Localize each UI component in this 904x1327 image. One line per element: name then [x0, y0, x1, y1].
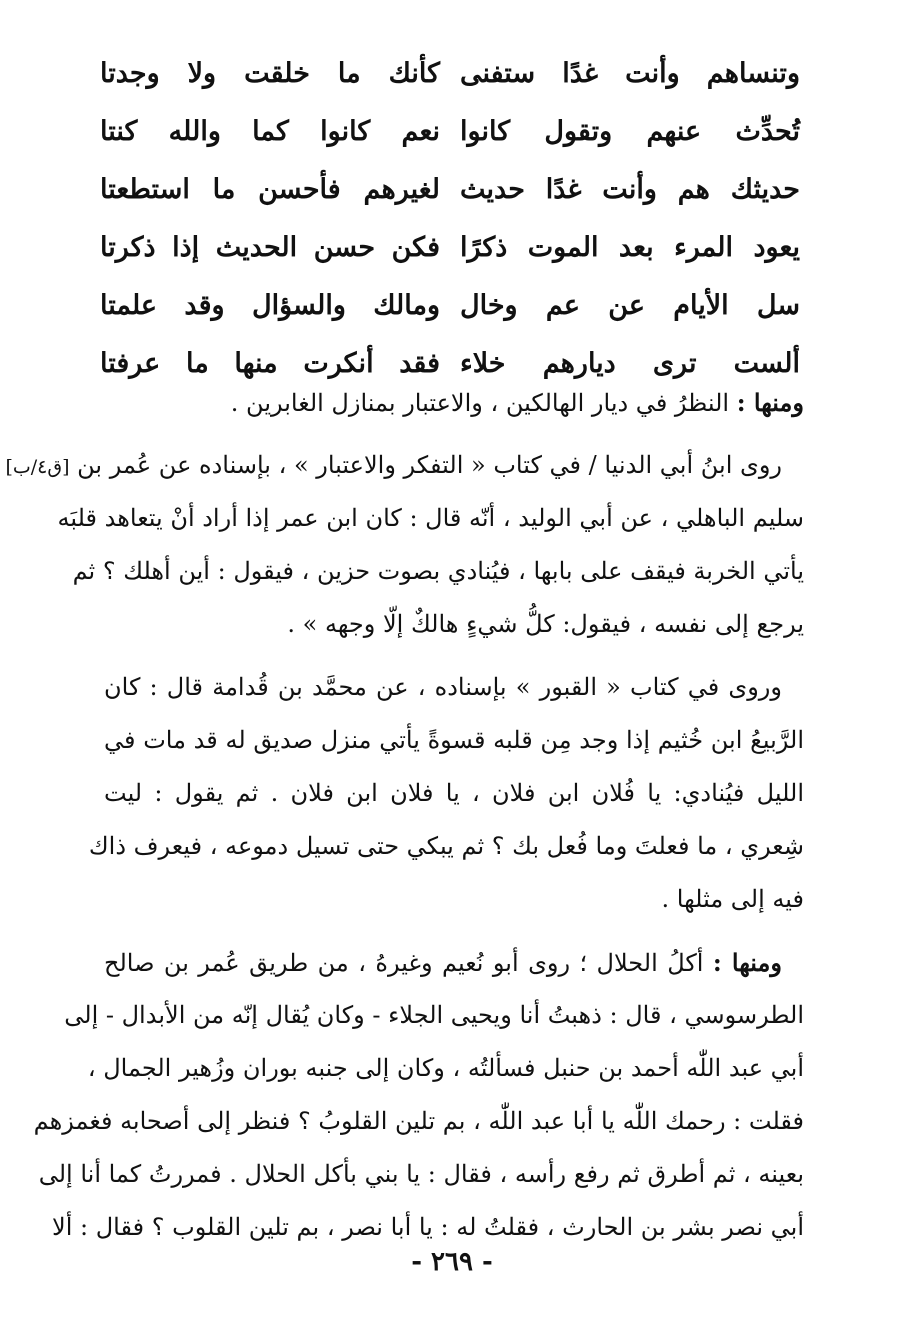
verse-first-hemistich: سل الأيام عن عم وخال — [460, 289, 800, 321]
verse-second-hemistich: فكن حسن الحديث إذا ذكرتا — [100, 231, 440, 263]
text-line: فقلت : رحمك اللّٰه يا أبا عبد اللّٰه ، بم تلين القلوبُ ؟ فنظر إلى أصحابه فغمزهم — [33, 1107, 804, 1135]
paragraph-ruins — [104, 376, 804, 429]
text-line: يأتي الخربة فيقف على بابها ، فيُنادي بصوت حزين ، فيقول : أين أهلك ؟ ثم — [72, 557, 804, 585]
text-line: وروى في كتاب « القبور » بإسناده ، عن محمَّد بن قُدامة قال : كان — [104, 673, 782, 701]
verse-second-hemistich: فقد أنكرت منها ما عرفتا — [100, 347, 440, 379]
text-line: فيه إلى مثلها . — [661, 885, 804, 913]
poem-verse — [100, 44, 800, 102]
verse-first-hemistich: حديثك هم وأنت غدًا حديث — [460, 173, 800, 205]
line-text: روى ابنُ أبي الدنيا / في كتاب « التفكر والاعتبار » ، بإسناده عن عُمر بن — [77, 451, 782, 479]
section-lead: ومنها : — [712, 948, 782, 977]
text-line: أبي عبد اللّٰه أحمد بن حنبل فسألتُه ، وكان إلى جنبه بوران وزُهير الجمال ، — [87, 1054, 804, 1082]
prose-block — [5, 376, 804, 1254]
verse-first-hemistich: تُحدِّث عنهم وتقول كانوا — [460, 115, 800, 147]
verse-second-hemistich: كأنك ما خلقت ولا وجدتا — [100, 57, 440, 89]
paragraph-graves — [88, 661, 804, 926]
poem-verse — [100, 276, 800, 334]
text-line — [5, 439, 804, 492]
paragraph-halal — [33, 936, 804, 1254]
manuscript-reference: [ق٤/ب] — [5, 456, 70, 478]
verse-second-hemistich: ومالك والسؤال وقد علمتا — [100, 289, 440, 321]
poem-verse — [100, 102, 800, 160]
text-line — [104, 936, 804, 989]
poem-verse — [100, 218, 800, 276]
verse-second-hemistich: لغيرهم فأحسن ما استطعتا — [100, 173, 440, 205]
text-line: الرَّبيعُ ابن خُثيم إذا وجد مِن قلبه قسوةً يأتي منزل صديق له قد مات في — [104, 726, 804, 754]
verse-first-hemistich: وتنساهم وأنت غدًا ستفنى — [460, 57, 800, 89]
page-number: - ٢٦٩ - — [411, 1247, 493, 1277]
verse-first-hemistich: يعود المرء بعد الموت ذكرًا — [460, 231, 800, 263]
text-line: يرجع إلى نفسه ، فيقول: كلُّ شيءٍ هالكٌ إلّا وجهه » . — [287, 610, 804, 638]
text-line: الليل فيُنادي: يا فُلان ابن فلان ، يا فلان ابن فلان . ثم يقول : ليت — [104, 779, 804, 807]
text-line: الطرسوسي ، قال : ذهبتُ أنا ويحيى الجلاء - وكان يُقال إنّه من الأبدال - إلى — [64, 1001, 804, 1029]
text-line: بعينه ، ثم أطرق ثم رفع رأسه ، فقال : يا بني بأكل الحلال . فمررتُ كما أنا إلى — [38, 1160, 804, 1188]
poem-block — [100, 44, 800, 392]
text-line: سليم الباهلي ، عن أبي الوليد ، أنّه قال : كان ابن عمر إذا أراد أنْ يتعاهد قلبَه — [57, 504, 804, 532]
poem-verse — [100, 160, 800, 218]
text-line — [104, 376, 804, 429]
paragraph-ibn-abi-dunya — [5, 439, 804, 651]
verse-first-hemistich: ألست ترى ديارهم خلاء — [460, 347, 800, 379]
line-text: أكلُ الحلال ؛ روى أبو نُعيم وغيرهُ ، من طريق عُمر بن صالح — [104, 949, 704, 977]
verse-second-hemistich: نعم كانوا كما والله كنتا — [100, 115, 440, 147]
section-lead: ومنها : — [736, 388, 804, 417]
text-line: أبي نصر بشر بن الحارث ، فقلتُ له : يا أبا نصر ، بم تلين القلوب ؟ فقال : ألا — [52, 1213, 804, 1241]
text-line: شِعري ، ما فعلتَ وما فُعل بك ؟ ثم يبكي حتى تسيل دموعه ، فيعرف ذاك — [88, 832, 804, 860]
paragraph-text: النظرُ في ديار الهالكين ، والاعتبار بمنازل الغابرين . — [230, 389, 730, 417]
